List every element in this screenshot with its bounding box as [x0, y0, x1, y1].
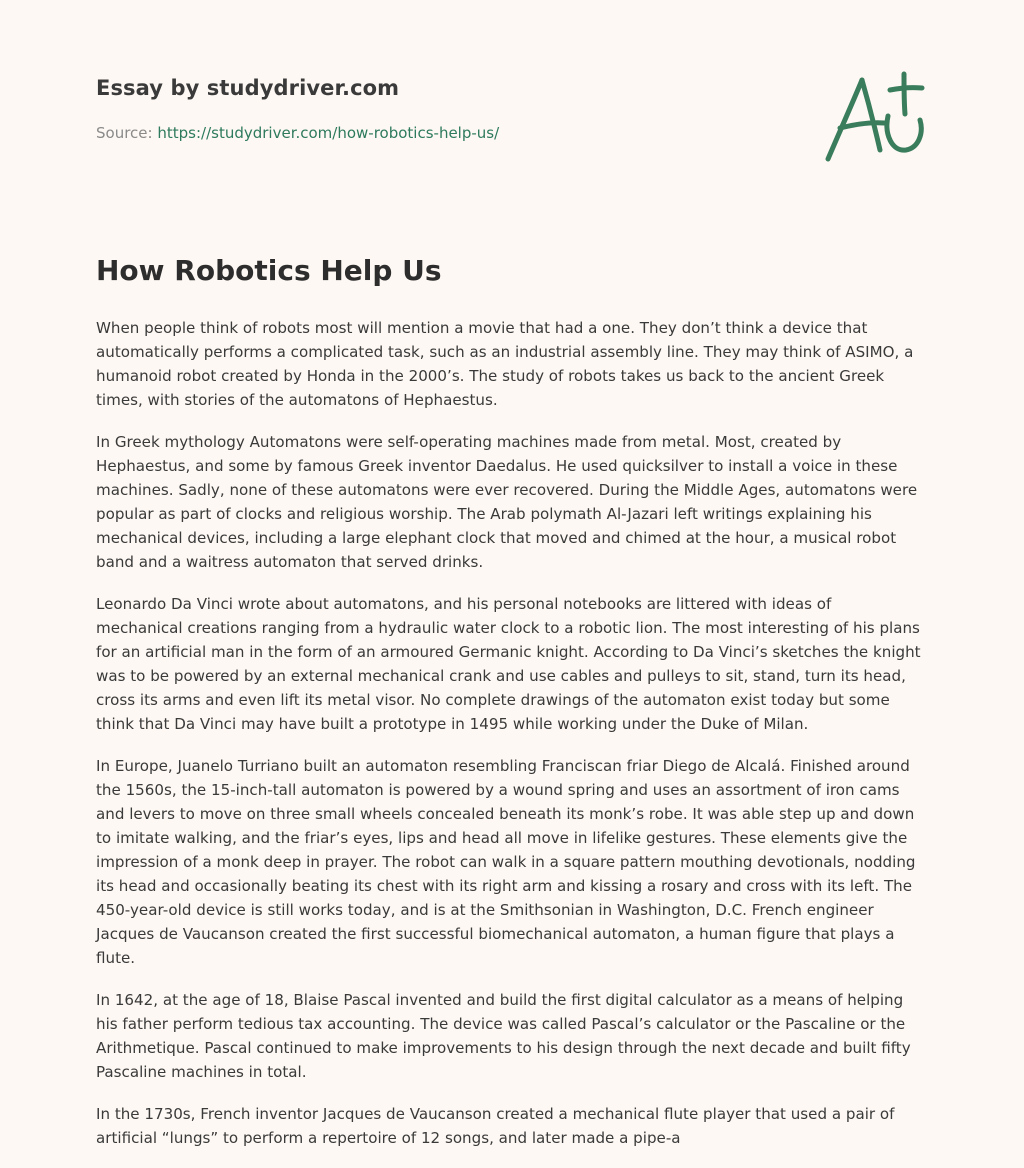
source-link[interactable]: https://studydriver.com/how-robotics-help-us/ — [157, 124, 500, 142]
essay-paragraph: Leonardo Da Vinci wrote about automatons, and his personal notebooks are littered with ideas of mechanical creations ranging from a hydraulic water clock to a robotic lion. The most interesting of his plans for an artificial man in the form of an armoured Germanic knight. According to Da Vinci’s sketches the knight was to be powered by an external mechanical crank and use cables and pulleys to sit, stand, turn its head, cross its arms and even lift its metal visor. No complete drawings of the automaton exist today but some think that Da Vinci may have built a prototype in 1495 while working under the Duke of Milan. — [96, 595, 921, 733]
essay-title: How Robotics Help Us — [96, 254, 442, 287]
essay-paragraph: In Greek mythology Automatons were self-operating machines made from metal. Most, created by Hephaestus, and some by famous Greek inventor Daedalus. He used quicksilver to install a voice in these machines. Sadly, none of these automatons were ever recovered. During the Middle Ages, automatons were popular as part of clocks and religious worship. The Arab polymath Al-Jazari left writings explaining his mechanical devices, including a large elephant clock that moved and chimed at the hour, a musical robot band and a waitress automaton that served drinks. — [96, 433, 918, 571]
source-line — [96, 124, 499, 142]
essay-paragraph: In 1642, at the age of 18, Blaise Pascal invented and build the first digital calculator as a means of helping his father perform tedious tax accounting. The device was called Pascal’s calculator or the Pascaline or the Arithmetique. Pascal continued to make improvements to his design through the next decade and built fifty Pascaline machines in total. — [96, 991, 911, 1081]
essay-paragraph: In the 1730s, French inventor Jacques de Vaucanson created a mechanical flute player that used a pair of artificial “lungs” to perform a repertoire of 12 songs, and later made a pipe-a — [96, 1105, 895, 1147]
essay-paragraph: When people think of robots most will mention a movie that had a one. They don’t think a device that automatically performs a complicated task, such as an industrial assembly line. They may think of ASIMO, a humanoid robot created by Honda in the 2000’s. The study of robots takes us back to the ancient Greek times, with stories of the automatons of Hephaestus. — [96, 319, 914, 409]
essay-body — [96, 316, 922, 1168]
source-label: Source: — [96, 124, 153, 142]
site-header-title: Essay by studydriver.com — [96, 76, 400, 100]
essay-paragraph: In Europe, Juanelo Turriano built an automaton resembling Franciscan friar Diego de Alcalá. Finished around the 1560s, the 15-inch-tall automaton is powered by a wound spring and uses an assortment of iron cams and levers to move on three small wheels concealed beneath its monk’s robe. It was able step up and down to imitate walking, and the friar’s eyes, lips and head all move in lifelike gestures. These elements give the impression of a monk deep in prayer. The robot can walk in a square pattern mouthing devotionals, nodding its head and occasionally beating its chest with its right arm and kissing a rosary and cross with its left. The 450-year-old device is still works today, and is at the Smithsonian in Washington, D.C. French engineer Jacques de Vaucanson created the first successful biomechanical automaton, a human figure that plays a flute. — [96, 757, 916, 967]
a-plus-logo-icon — [818, 66, 930, 166]
